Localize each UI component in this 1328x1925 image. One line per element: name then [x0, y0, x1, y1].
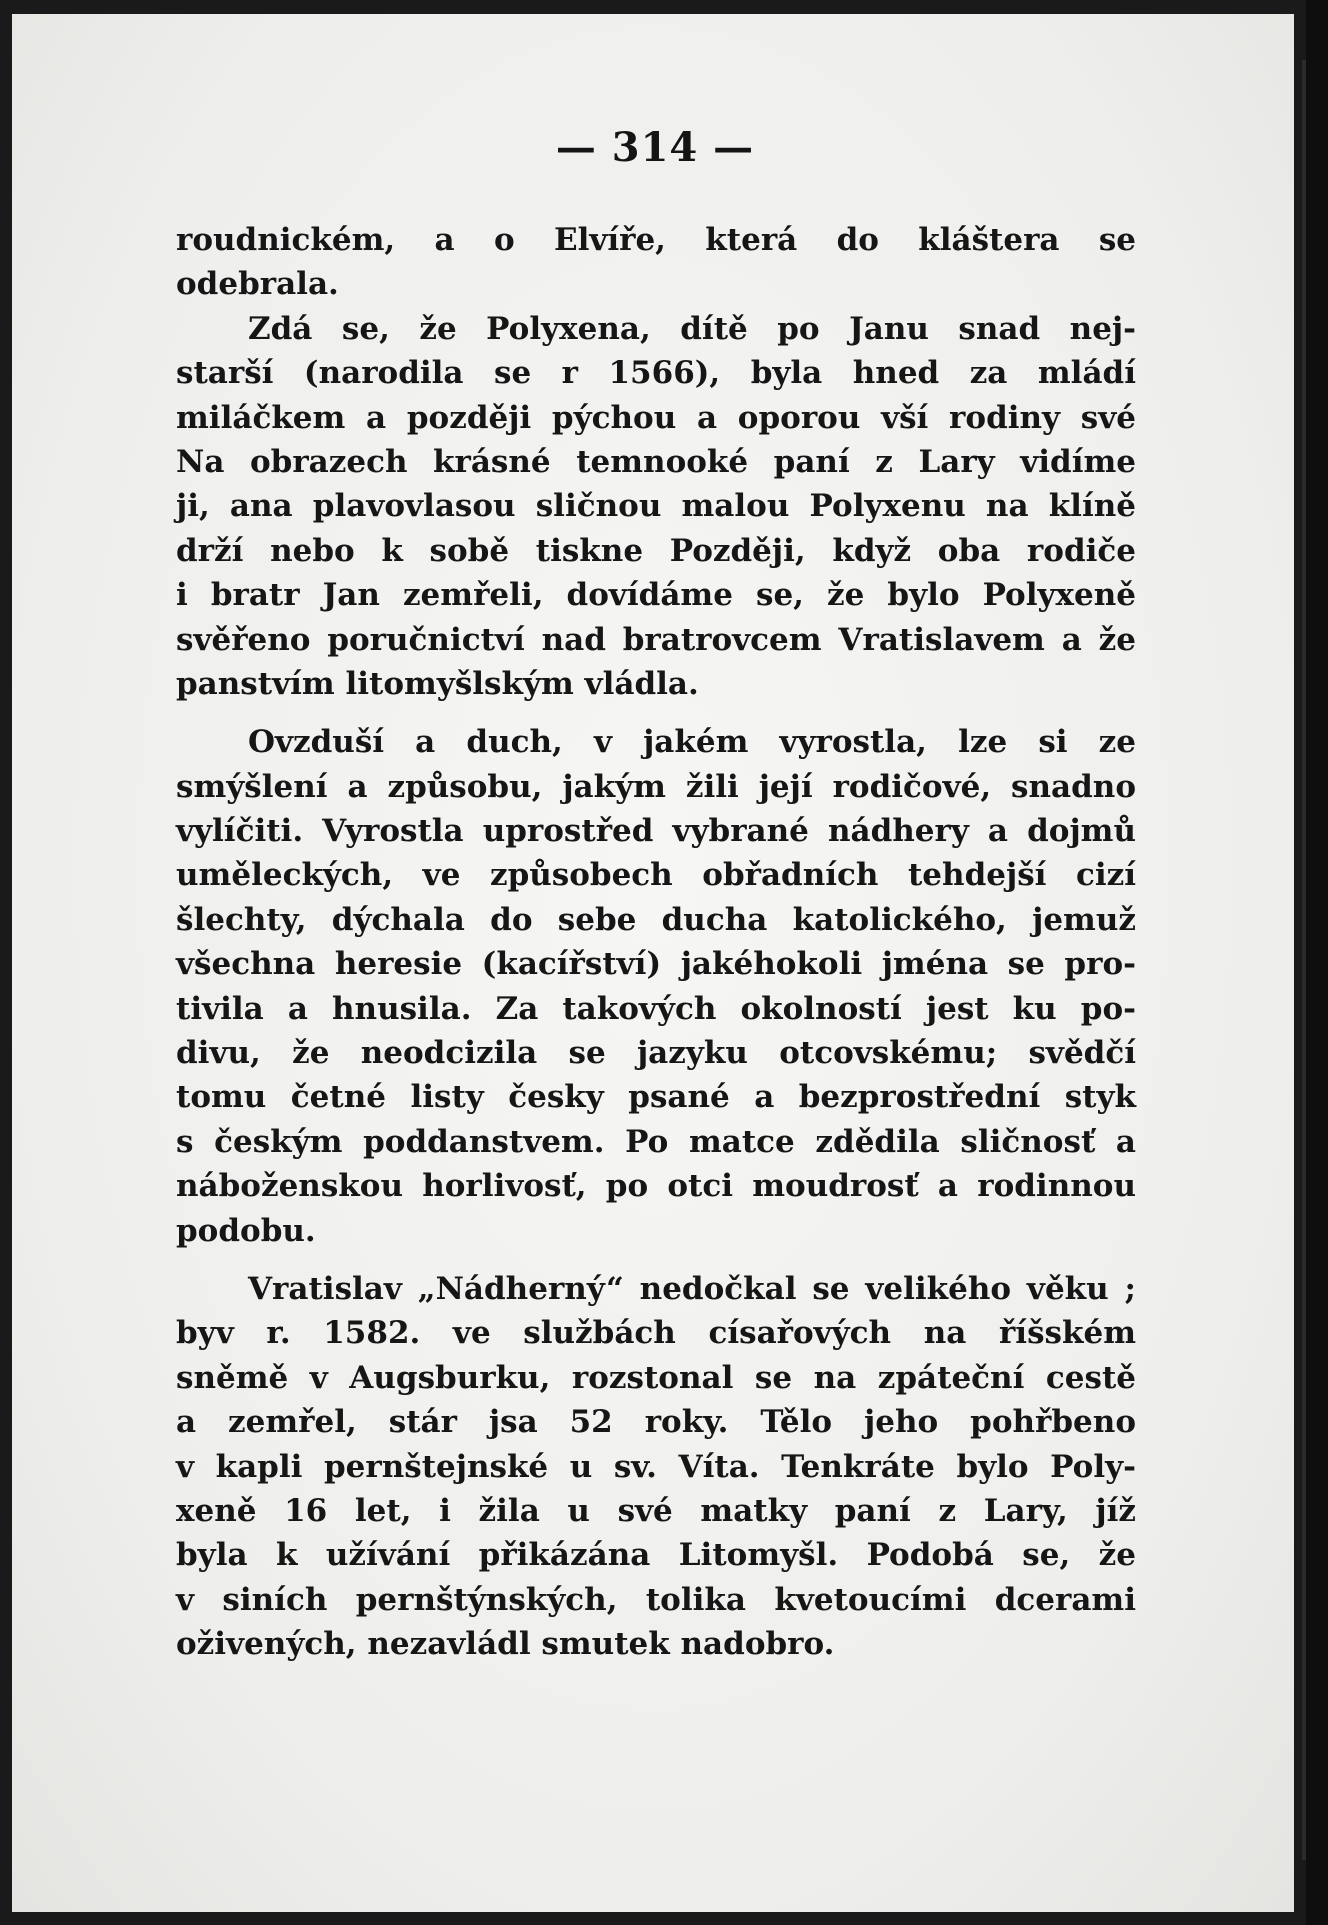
text-line: tomu četné listy česky psané a bezprostřední styk — [176, 1079, 1136, 1116]
text-line: Ovzduší a duch, v jakém vyrostla, lze si ze — [248, 724, 1136, 761]
paragraph-gap — [176, 706, 1136, 720]
text-line: uměleckých, ve způsobech obřadních tehdejší cizí — [176, 857, 1136, 894]
text-line: všechna heresie (kacířství) jakéhokoli jména se pro- — [176, 946, 1136, 983]
book-spine — [1306, 0, 1328, 1925]
paragraph — [176, 218, 1136, 307]
text-line: byv r. 1582. ve službách císařových na říšském — [176, 1315, 1136, 1352]
text-line: s českým poddanstvem. Po matce zdědila sličnosť a — [176, 1123, 1136, 1160]
text-line: svěřeno poručnictví nad bratrovcem Vratislavem a že — [176, 621, 1136, 658]
text-line: v siních pernštýnských, tolika kvetoucími dcerami — [176, 1581, 1136, 1618]
page-number: — 314 — — [555, 124, 755, 171]
text-line: divu, že neodcizila se jazyku otcovskému; svědčí — [176, 1035, 1136, 1072]
text-line: v kapli pernštejnské u sv. Víta. Tenkráte bylo Poly- — [176, 1448, 1136, 1485]
text-line: miláčkem a později pýchou a oporou vší rodiny své — [176, 399, 1136, 436]
text-line: sněmě v Augsburku, rozstonal se na zpáteční cestě — [176, 1359, 1136, 1396]
text-line: odebrala. — [176, 266, 339, 303]
text-line: podobu. — [176, 1212, 316, 1249]
text-line: starší (narodila se r 1566), byla hned za mládí — [176, 355, 1136, 392]
paragraph — [176, 720, 1136, 1253]
text-line: Vratislav „Nádherný“ nedočkal se velikého věku ; — [248, 1270, 1136, 1307]
text-line: xeně 16 let, i žila u své matky paní z Lary, jíž — [176, 1492, 1136, 1529]
paragraph — [176, 1267, 1136, 1667]
text-line: ji, ana plavovlasou sličnou malou Polyxenu na klíně — [176, 488, 1136, 525]
text-line: smýšlení a způsobu, jakým žili její rodičové, snadno — [176, 768, 1136, 805]
text-line: i bratr Jan zemřeli, dovídáme se, že bylo Polyxeně — [176, 577, 1136, 614]
text-line: a zemřel, stár jsa 52 roky. Tělo jeho pohřbeno — [176, 1404, 1136, 1441]
text-line: drží nebo k sobě tiskne Později, když oba rodiče — [176, 532, 1136, 569]
text-line: oživených, nezavládl smutek nadobro. — [176, 1626, 835, 1663]
text-line: roudnickém, a o Elvíře, která do kláštera se — [176, 222, 1136, 258]
paragraph-gap — [176, 1253, 1136, 1267]
paragraph — [176, 307, 1136, 707]
text-line: byla k užívání přikázána Litomyšl. Podobá se, že — [176, 1537, 1136, 1574]
text-line: vylíčiti. Vyrostla uprostřed vybrané nádhery a dojmů — [176, 813, 1136, 850]
text-line: náboženskou horlivosť, po otci moudrosť a rodinnou — [176, 1168, 1136, 1205]
text-line: tivila a hnusila. Za takových okolností jest ku po- — [176, 990, 1136, 1027]
text-line: Zdá se, že Polyxena, dítě po Janu snad nej- — [248, 310, 1136, 347]
text-line: Na obrazech krásné temnooké paní z Lary vidíme — [176, 443, 1136, 480]
page-body — [176, 218, 1136, 1667]
text-line: šlechty, dýchala do sebe ducha katolického, jemuž — [176, 901, 1136, 938]
text-line: panstvím litomyšlským vládla. — [176, 665, 699, 702]
